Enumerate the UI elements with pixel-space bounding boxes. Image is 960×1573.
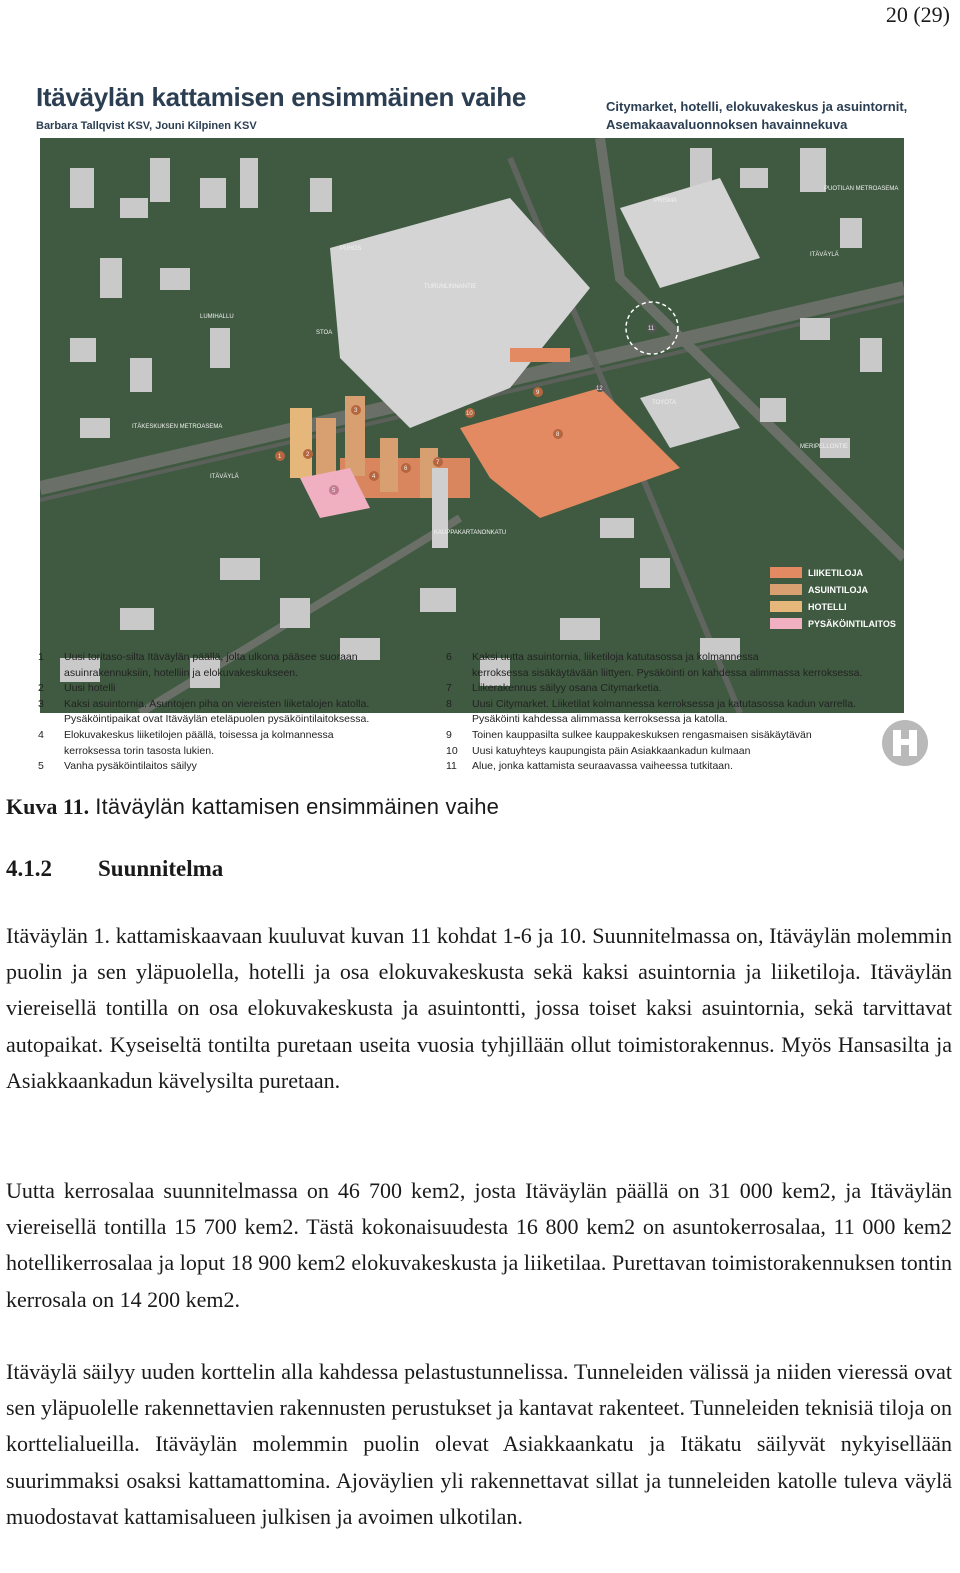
caption-text: Itäväylän kattamisen ensimmäinen vaihe xyxy=(95,794,500,819)
body-paragraph: Uutta kerrosalaa suunnitelmassa on 46 700 kem2, josta Itäväylän päällä on 31 000 kem2, ja Itäväylän viereisellä tontilla 15 700 kem2. Tästä kokonaisuudesta 16 800 kem2 on asuntokerrosalaa, 11 000 kem2 hotellikerrosalaa ja loput 18 900 kem2 elokuvakeskusta ja liiketilaa. Purettavan toimistorakennuksen tontin kerrosala on 14 200 kem2. xyxy=(6,1178,952,1312)
legend-swatch xyxy=(770,618,802,629)
note-item xyxy=(38,681,438,697)
note-number: 4 xyxy=(38,728,44,741)
marker-11: 11 xyxy=(648,326,655,332)
note-text: Alue, jonka kattamista seuraavassa vaiheessa tutkitaan. xyxy=(472,760,733,773)
section-heading xyxy=(6,856,223,882)
map-label-prisma: PRISMA xyxy=(654,198,678,204)
figure-title: Itäväylän kattamisen ensimmäinen vaihe xyxy=(36,82,527,112)
figure-notes-left xyxy=(38,650,438,775)
map-label-kauppakartanonkatu: KAUPPAKARTANONKATU xyxy=(434,530,507,536)
note-text: Kaksi asuintornia. Asuntojen piha on viereisten liiketalojen katolla. Pysäköintipaikat ovat Itäväylän eteläpuolen pysäköintilaitoksessa. xyxy=(64,697,370,726)
legend-item xyxy=(770,581,896,598)
note-number: 10 xyxy=(446,744,458,757)
residential-tower-a xyxy=(316,418,336,478)
page-number: 20 (29) xyxy=(885,2,950,27)
note-item xyxy=(38,697,438,728)
marker-2: 2 xyxy=(306,452,310,458)
legend-label: LIIKETILOJA xyxy=(808,567,864,578)
section-number: 4.1.2 xyxy=(6,856,52,881)
marker-6: 6 xyxy=(404,466,408,472)
map-label-turunlinnantie: TURUNLINNANTIE xyxy=(424,284,477,290)
marker-4: 4 xyxy=(372,474,376,480)
legend-label: PYSÄKÖINTILAITOS xyxy=(808,618,896,629)
figure-caption xyxy=(6,794,499,820)
marker-9: 9 xyxy=(536,390,540,396)
note-text: Uusi hotelli xyxy=(64,682,116,695)
note-item xyxy=(446,759,866,775)
legend-item xyxy=(770,615,896,632)
note-number: 9 xyxy=(446,728,452,741)
marker-3: 3 xyxy=(354,408,358,414)
legend-swatch xyxy=(770,584,802,595)
figure-authors: Barbara Tallqvist KSV, Jouni Kilpinen KSV xyxy=(36,120,257,132)
note-text: Uusi Citymarket. Liiketilat kolmannessa kerroksessa ja katutasossa kadun varrella. Pysäköinti kahdessa alimmassa kerroksessa ja katolla. xyxy=(472,697,856,726)
note-item xyxy=(446,744,866,760)
map-label-metroasema-west: ITÄKESKUKSEN METROASEMA xyxy=(132,424,223,430)
map-label-toyota: TOYOTA xyxy=(652,400,677,406)
figure-subtitle-line2: Asemakaavaluonnoksen havainnekuva xyxy=(606,117,848,132)
marker-5: 5 xyxy=(332,488,336,494)
note-text: Kaksi uutta asuintornia, liiketiloja katutasossa ja kolmannessa kerroksessa sisäkäytävään liittyen. Pysäköinti on kahdessa alimmassa kerroksessa. xyxy=(472,651,863,679)
shopping-bridge xyxy=(510,348,570,362)
note-number: 5 xyxy=(38,760,44,773)
map-label-meripellontie: MERIPELLONTIE xyxy=(800,444,849,450)
map-label-itavayla-east: ITÄVÄYLÄ xyxy=(810,252,839,258)
caption-label: Kuva 11. xyxy=(6,794,90,819)
note-number: 1 xyxy=(38,651,44,663)
note-item xyxy=(446,681,866,697)
map-legend xyxy=(770,564,896,632)
map-label-itavayla-west: ITÄVÄYLÄ xyxy=(210,474,239,480)
residential-tower-c xyxy=(380,438,398,492)
marker-12: 12 xyxy=(596,386,603,392)
map-label-metroasema-east: PUOTILAN METROASEMA xyxy=(824,186,899,192)
office-tower xyxy=(432,468,448,548)
map-label-puhos: PUHOS xyxy=(340,246,362,252)
section-title: Suunnitelma xyxy=(98,856,224,881)
note-item xyxy=(38,759,438,775)
note-number: 7 xyxy=(446,682,452,695)
legend-label: HOTELLI xyxy=(808,601,847,612)
legend-item xyxy=(770,564,896,581)
legend-swatch xyxy=(770,567,802,578)
figure-subtitle xyxy=(606,98,907,134)
note-text: Uusi katuyhteys kaupungista päin Asiakkaankadun kulmaan xyxy=(472,744,751,757)
legend-swatch xyxy=(770,601,802,612)
marker-7: 7 xyxy=(436,460,440,466)
note-item xyxy=(38,728,438,759)
legend-item xyxy=(770,598,896,615)
map-label-stoa: STOA xyxy=(316,330,333,336)
figure xyxy=(28,70,944,785)
note-item xyxy=(446,650,866,681)
hotel-tower xyxy=(290,408,312,478)
note-number: 2 xyxy=(38,682,44,695)
body-paragraph: Itäväylä säilyy uuden korttelin alla kahdessa pelastustunnelissa. Tunneleiden välissä ja niiden vieressä ovat sen yläpuolelle rakennettavien rakennusten perustukset ja kantavat rakenteet. Tunneleiden teknisiä tiloja on korttelialueilla. Itäväylän molemmin puolin olevat Asiakkaankatu ja Itäkatu säilyvät nykyisellään suurimmaksi osaksi kattamattomina. Ajoväylien yli rakennettavat sillat ja tunneleiden katolle tuleva väylä muodostavat kattamisalueen julkisen ja avoimen ulkotilan. xyxy=(6,1359,952,1529)
legend-label: ASUINTILOJA xyxy=(808,584,869,595)
helsinki-logo-icon xyxy=(880,718,930,768)
figure-notes-right xyxy=(446,650,866,775)
marker-8: 8 xyxy=(556,432,560,438)
note-text: Elokuvakeskus liiketilojen päällä, toisessa ja kolmannessa kerroksessa torin tasosta lukien. xyxy=(64,728,334,757)
marker-10: 10 xyxy=(466,411,473,417)
note-text: Uusi toritaso-silta Itäväylän päällä, jolta ulkona pääsee suoraan asuinrakennuksiin, hotelliin ja elokuvakeskukseen. xyxy=(64,651,358,679)
figure-subtitle-line1: Citymarket, hotelli, elokuvakeskus ja asuintornit, xyxy=(606,99,908,114)
note-item xyxy=(446,697,866,728)
note-number: 6 xyxy=(446,651,452,663)
marker-1: 1 xyxy=(278,454,282,460)
map-label-lumihallu: LUMIHALLU xyxy=(200,314,234,320)
note-item xyxy=(446,728,866,744)
note-text: Vanha pysäköintilaitos säilyy xyxy=(64,760,197,773)
note-text: Liikerakennus säilyy osana Citymarketia. xyxy=(472,682,662,695)
note-item xyxy=(38,650,438,681)
note-number: 8 xyxy=(446,697,452,710)
note-number: 3 xyxy=(38,697,44,710)
note-number: 11 xyxy=(446,760,457,773)
body-paragraph: Itäväylän 1. kattamiskaavaan kuuluvat kuvan 11 kohdat 1-6 ja 10. Suunnitelmassa on, Itäväylän molemmin puolin ja sen yläpuolella, hotelli ja osa elokuvakeskusta sekä kaksi asuintornia ja liiketiloja. Itäväylän viereisellä tontilla on osa elokuvakeskusta ja asuintontti, jossa toiset kaksi asuintornia, sekä tarvittavat autopaikat. Kyseiseltä tontilta puretaan useita vuosia tyhjillään ollut toimistorakennus. Myös Hansasilta ja Asiakkaankadun kävelysilta puretaan. xyxy=(6,923,952,1093)
note-text: Toinen kauppasilta sulkee kauppakeskuksen rengasmaisen sisäkäytävän xyxy=(472,728,812,741)
